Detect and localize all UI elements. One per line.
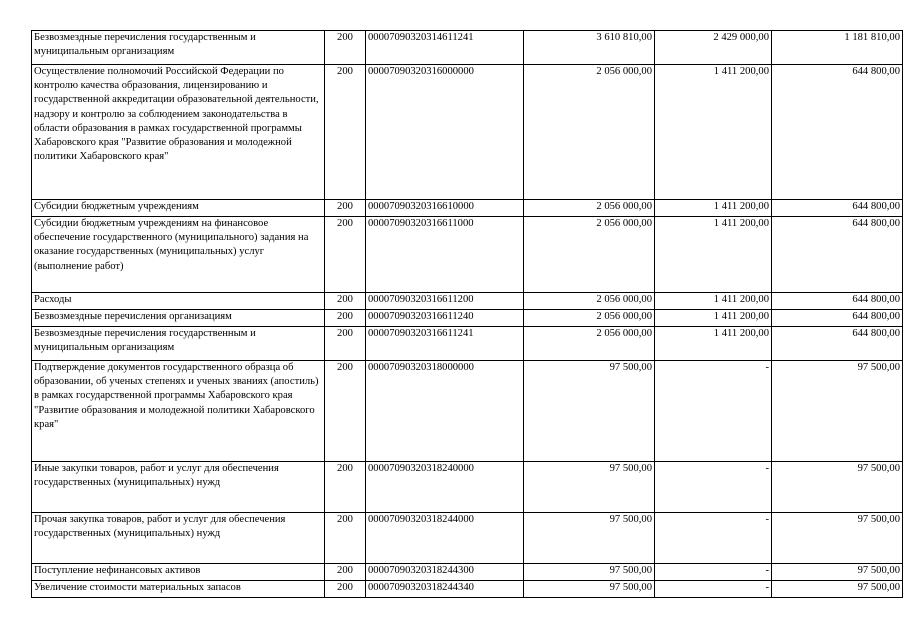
row-remaining-cell: 644 800,00 xyxy=(772,310,903,327)
table-row xyxy=(32,31,903,65)
table-row xyxy=(32,200,903,217)
row-code-cell: 200 xyxy=(325,293,366,310)
table-row xyxy=(32,361,903,462)
row-code-cell: 200 xyxy=(325,31,366,65)
row-name-cell: Иные закупки товаров, работ и услуг для обеспечения государственных (муниципальных) нужд xyxy=(32,462,325,513)
row-kbk-cell: 00007090320318240000 xyxy=(366,462,524,513)
row-approved-cell: 97 500,00 xyxy=(524,581,655,598)
row-code-cell: 200 xyxy=(325,200,366,217)
row-approved-cell: 2 056 000,00 xyxy=(524,310,655,327)
row-kbk-cell: 00007090320316610000 xyxy=(366,200,524,217)
expenditure-table xyxy=(31,30,903,598)
row-executed-cell: 1 411 200,00 xyxy=(655,65,772,200)
row-approved-cell: 2 056 000,00 xyxy=(524,200,655,217)
row-executed-cell: 1 411 200,00 xyxy=(655,217,772,293)
row-code-cell: 200 xyxy=(325,361,366,462)
row-kbk-cell: 00007090320316000000 xyxy=(366,65,524,200)
row-approved-cell: 2 056 000,00 xyxy=(524,327,655,361)
row-kbk-cell: 00007090320316611240 xyxy=(366,310,524,327)
row-remaining-cell: 97 500,00 xyxy=(772,581,903,598)
row-executed-cell: 1 411 200,00 xyxy=(655,310,772,327)
row-executed-cell: 1 411 200,00 xyxy=(655,200,772,217)
row-approved-cell: 2 056 000,00 xyxy=(524,65,655,200)
table-row xyxy=(32,581,903,598)
row-approved-cell: 97 500,00 xyxy=(524,361,655,462)
row-kbk-cell: 00007090320318244340 xyxy=(366,581,524,598)
row-remaining-cell: 644 800,00 xyxy=(772,327,903,361)
row-name-cell: Подтверждение документов государственного образца об образовании, об ученых степенях и ученых званиях (апостиль) в рамках государственной программы Хабаровского края "Развитие образования и молодежной политики Хабаровского края" xyxy=(32,361,325,462)
row-name-cell: Прочая закупка товаров, работ и услуг для обеспечения государственных (муниципальных) нужд xyxy=(32,513,325,564)
row-remaining-cell: 1 181 810,00 xyxy=(772,31,903,65)
row-name-cell: Безвозмездные перечисления государственным и муниципальным организациям xyxy=(32,327,325,361)
table-row xyxy=(32,293,903,310)
table-row xyxy=(32,462,903,513)
row-executed-cell: 1 411 200,00 xyxy=(655,293,772,310)
row-code-cell: 200 xyxy=(325,513,366,564)
row-remaining-cell: 97 500,00 xyxy=(772,462,903,513)
table-row xyxy=(32,513,903,564)
row-approved-cell: 3 610 810,00 xyxy=(524,31,655,65)
row-code-cell: 200 xyxy=(325,327,366,361)
row-name-cell: Субсидии бюджетным учреждениям на финансовое обеспечение государственного (муниципального) задания на оказание государственных (муниципальных) услуг (выполнение работ) xyxy=(32,217,325,293)
table-row xyxy=(32,310,903,327)
report-sheet xyxy=(31,30,903,598)
row-remaining-cell: 644 800,00 xyxy=(772,293,903,310)
row-code-cell: 200 xyxy=(325,462,366,513)
row-kbk-cell: 00007090320318244000 xyxy=(366,513,524,564)
row-approved-cell: 97 500,00 xyxy=(524,564,655,581)
table-row xyxy=(32,327,903,361)
row-name-cell: Безвозмездные перечисления организациям xyxy=(32,310,325,327)
row-code-cell: 200 xyxy=(325,564,366,581)
row-name-cell: Увеличение стоимости материальных запасов xyxy=(32,581,325,598)
row-executed-cell: 1 411 200,00 xyxy=(655,327,772,361)
row-remaining-cell: 644 800,00 xyxy=(772,65,903,200)
table-row xyxy=(32,217,903,293)
row-approved-cell: 2 056 000,00 xyxy=(524,293,655,310)
row-remaining-cell: 97 500,00 xyxy=(772,513,903,564)
row-remaining-cell: 644 800,00 xyxy=(772,217,903,293)
row-executed-cell: 2 429 000,00 xyxy=(655,31,772,65)
row-kbk-cell: 00007090320314611241 xyxy=(366,31,524,65)
row-executed-cell: - xyxy=(655,462,772,513)
row-executed-cell: - xyxy=(655,513,772,564)
row-remaining-cell: 97 500,00 xyxy=(772,361,903,462)
table-row xyxy=(32,564,903,581)
row-kbk-cell: 00007090320316611241 xyxy=(366,327,524,361)
row-code-cell: 200 xyxy=(325,581,366,598)
row-kbk-cell: 00007090320318244300 xyxy=(366,564,524,581)
row-kbk-cell: 00007090320316611200 xyxy=(366,293,524,310)
row-executed-cell: - xyxy=(655,361,772,462)
row-approved-cell: 97 500,00 xyxy=(524,513,655,564)
row-approved-cell: 2 056 000,00 xyxy=(524,217,655,293)
row-code-cell: 200 xyxy=(325,310,366,327)
row-remaining-cell: 644 800,00 xyxy=(772,200,903,217)
table-row xyxy=(32,65,903,200)
row-remaining-cell: 97 500,00 xyxy=(772,564,903,581)
row-code-cell: 200 xyxy=(325,217,366,293)
row-name-cell: Осуществление полномочий Российской Федерации по контролю качества образования, лицензированию и государственной аккредитации образовательной деятельности, надзору и контролю за соблюдением законодательства в области образования в рамках государственной программы Хабаровского края "Развитие образования и молодежной политики Хабаровского края" xyxy=(32,65,325,200)
row-executed-cell: - xyxy=(655,581,772,598)
row-name-cell: Субсидии бюджетным учреждениям xyxy=(32,200,325,217)
row-kbk-cell: 00007090320318000000 xyxy=(366,361,524,462)
row-name-cell: Поступление нефинансовых активов xyxy=(32,564,325,581)
row-approved-cell: 97 500,00 xyxy=(524,462,655,513)
row-code-cell: 200 xyxy=(325,65,366,200)
row-name-cell: Расходы xyxy=(32,293,325,310)
row-executed-cell: - xyxy=(655,564,772,581)
row-name-cell: Безвозмездные перечисления государственным и муниципальным организациям xyxy=(32,31,325,65)
row-kbk-cell: 00007090320316611000 xyxy=(366,217,524,293)
table-body xyxy=(32,31,903,598)
